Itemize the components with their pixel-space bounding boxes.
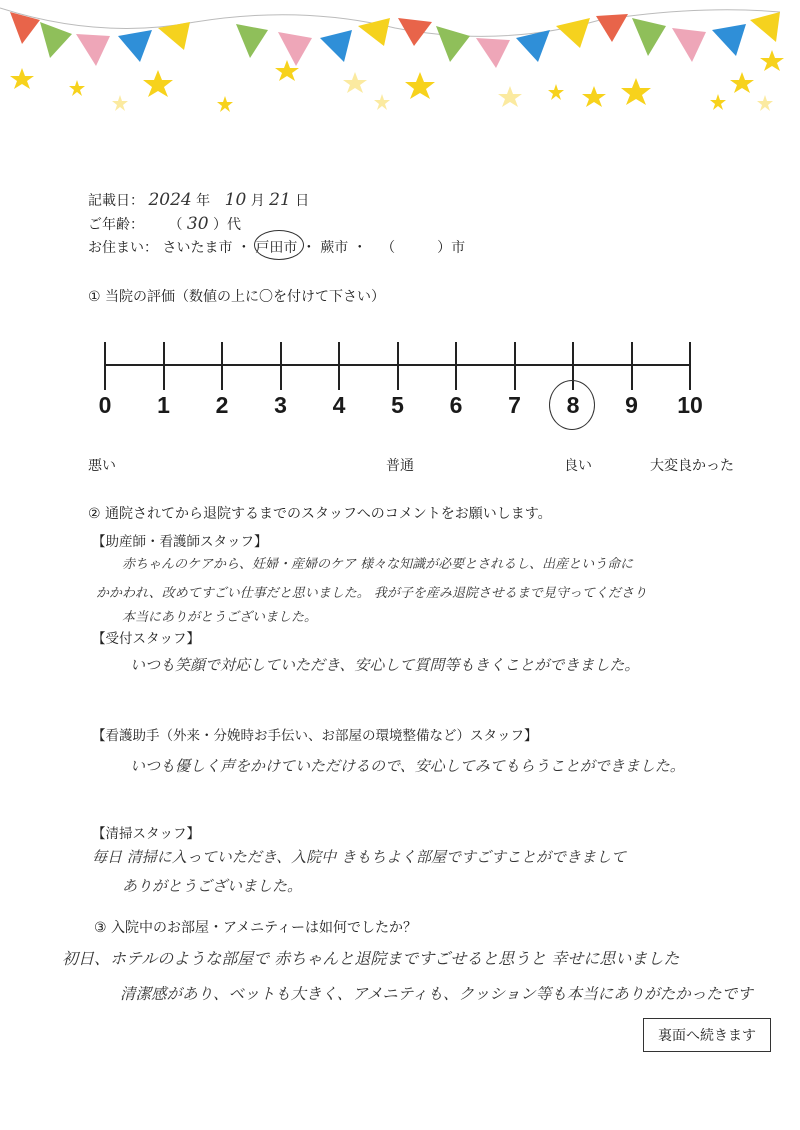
tick-7 [514,342,516,390]
tick-4 [338,342,340,390]
month-unit: 月 [250,193,265,209]
tick-3 [280,342,282,390]
scale-number: 9 [625,392,638,418]
selected-rating-circle [549,380,595,430]
scale-number: 2 [215,392,229,418]
midwife-comment-line: かかわれ、改めてすごい仕事だと思いました。 我が子を産み退院させるまで見守ってくださり [96,586,647,601]
q1-title: ① 当院の評価（数値の上に〇を付けて下さい） [88,289,385,305]
label-good: 良い [564,458,592,474]
scale-number: 10 [677,392,703,418]
label-very-good: 大変良かった [650,458,734,474]
age-label: ご年齢： [88,217,144,233]
tick-6 [455,342,457,390]
scale-number: 8 [566,392,580,418]
day-value: 21 [269,190,291,210]
q3-comment-line: 初日、ホテルのような部屋で 赤ちゃんと退院まですごせると思うと 幸せに思いました [62,949,680,968]
residence-label: お住まい： [88,240,158,256]
tick-2 [221,342,223,390]
age-open: （ [168,217,183,233]
selected-circle-mark [254,230,304,260]
month-value: 10 [224,190,247,210]
scale-number: 4 [332,392,346,418]
age-row [88,214,241,234]
q2-title: ② 通院されてから退院するまでのスタッフへのコメントをお願いします。 [88,506,552,522]
residence-toda-label: 戸田市 [255,240,298,256]
continue-on-back-box [643,1018,771,1052]
tick-10 [689,342,691,390]
year-value: 2024 [148,190,192,210]
separator-dot: ・ [236,240,251,256]
scale-number: 0 [98,392,112,418]
age-close: ）代 [213,217,241,233]
tick-0 [104,342,106,390]
cleaning-comment-line: ありがとうございました。 [122,877,303,895]
date-label: 記載日： [88,193,144,209]
scale-number: 5 [391,392,404,418]
cleaning-comment-line: 毎日 清掃に入っていただき、入院中 きもちよく部屋ですごすことができまして [92,848,626,866]
age-value: 30 [186,214,209,234]
midwife-comment-line: 本当にありがとうございました。 [122,610,318,625]
scale-number: 1 [157,392,170,418]
midwife-comment-line: 赤ちゃんのケアから、妊婦・産婦のケア 様々な知識が必要とされるし、出産という命に [122,557,634,572]
residence-saitama: さいたま市 [162,240,233,256]
label-normal: 普通 [386,458,414,474]
q3-comment-line: 清潔感があり、ベットも大きく、アメニティも、クッション等も本当にありがたかったです [120,985,753,1003]
scale-number: 3 [274,392,287,418]
reception-comment-line: いつも笑顔で対応していただき、安心して質問等もきくことができました。 [130,656,640,674]
assistant-comment-line: いつも優しく声をかけていただけるので、安心してみてもらうことができました。 [130,757,685,775]
day-unit: 日 [295,193,310,209]
tick-1 [163,342,165,390]
residence-warabi: 蕨市 [320,240,349,256]
tick-5 [397,342,399,390]
separator-dot: ・ [301,240,316,256]
scale-number: 6 [449,392,463,418]
tick-9 [631,342,633,390]
bunting-decoration [0,0,800,135]
separator-dot: ・ [352,240,367,256]
reception-section-label: 【受付スタッフ】 [92,631,200,647]
year-unit: 年 [196,193,211,209]
midwife-section-label: 【助産師・看護師スタッフ】 [92,534,268,550]
scale-number: 7 [508,392,521,418]
date-row [88,190,309,210]
continue-label: 裏面へ続きます [658,1028,756,1044]
cleaning-section-label: 【清掃スタッフ】 [92,826,200,842]
assistant-section-label: 【看護助手（外来・分娩時お手伝い、お部屋の環境整備など）スタッフ】 [92,728,538,744]
residence-other: （ ）市 [381,240,466,256]
q3-title: ③ 入院中のお部屋・アメニティーは如何でしたか？ [94,920,418,936]
label-bad: 悪い [88,458,116,474]
rating-scale [90,330,730,430]
